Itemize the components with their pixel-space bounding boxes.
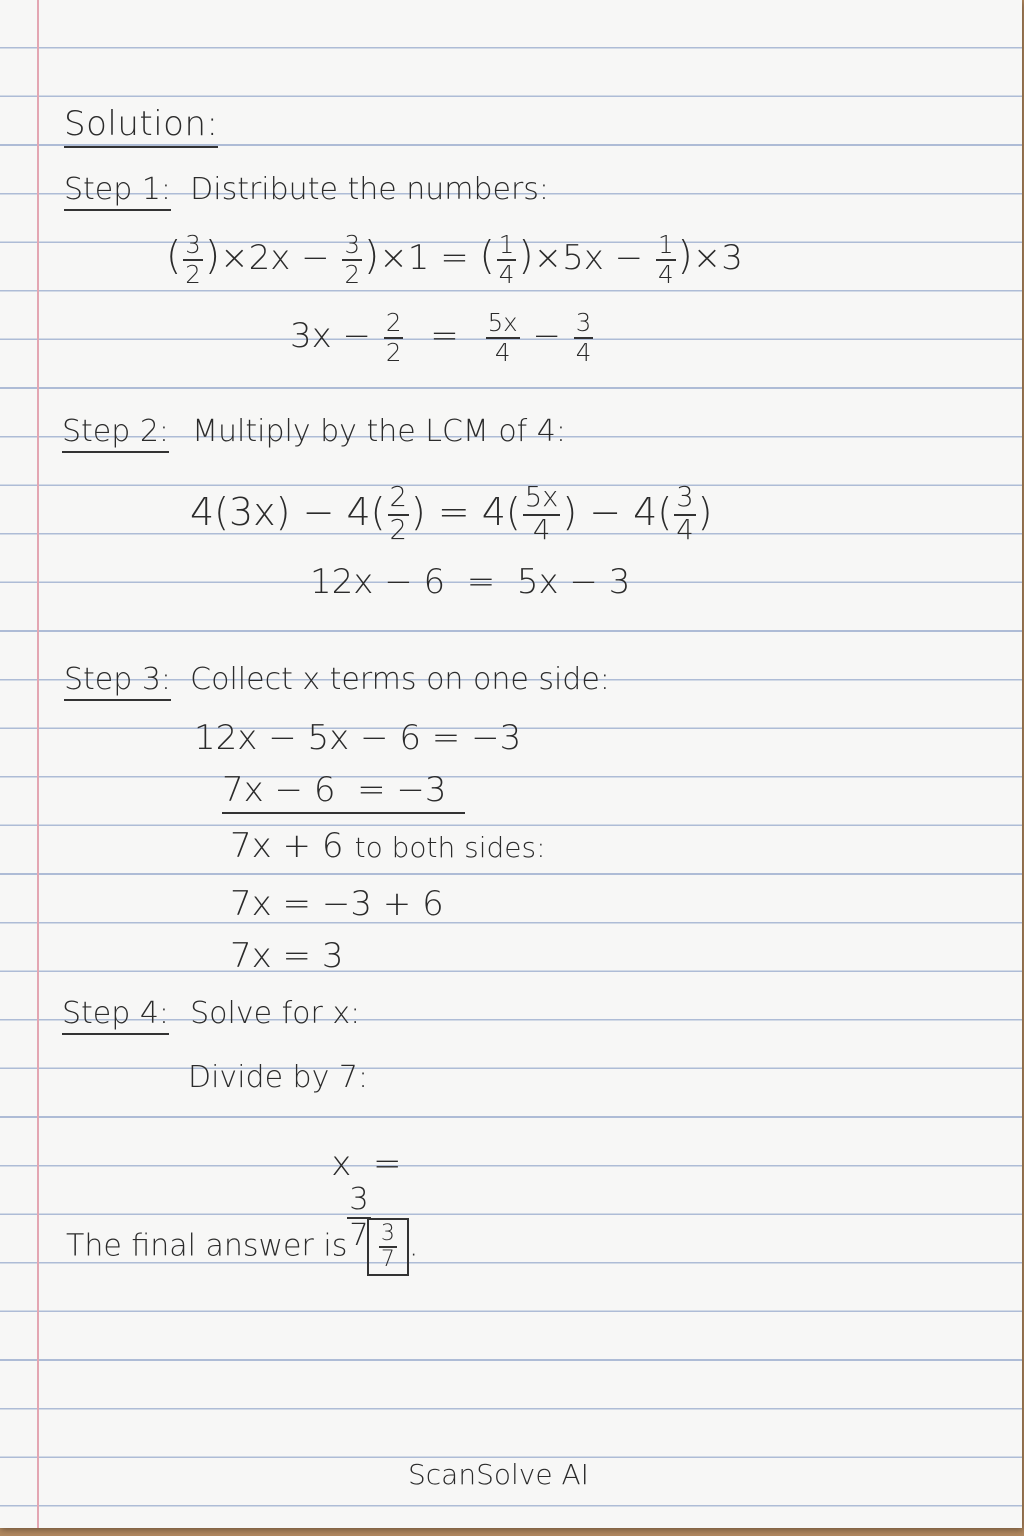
step1-equation-2: 3x − $\frac{2}{2}$ = $\frac{5x}{4}$ − $\frac{3}{4}$ [290, 308, 592, 367]
solution-title: Solution: [64, 104, 218, 148]
fraction: $\frac{3}{4}$ [676, 482, 694, 546]
fraction: $\frac{5x}{4}$ [487, 308, 518, 367]
step3-line-3: 7x + 6 to both sides: [230, 826, 546, 866]
fraction: $\frac{1}{4}$ [657, 230, 674, 289]
step1-equation-1: ( $\frac{3}{2}$ )×2x − $\frac{3}{2}$ )×1 = ( $\frac{1}{4}$ )×5x − $\frac{1}{4}$ )×3 [166, 230, 743, 289]
step2-heading [62, 414, 566, 449]
fraction: $\frac{3}{2}$ [185, 230, 201, 289]
step4-text: Solve for x: [190, 996, 361, 1031]
step2-text: Multiply by the LCM of 4: [192, 414, 566, 449]
step1-heading [64, 172, 549, 207]
fraction: $\frac{5x}{4}$ [524, 482, 559, 546]
step4-heading [62, 996, 360, 1031]
step1-text: Distribute the numbers: [190, 172, 550, 207]
fraction: $\frac{3}{7}$ [349, 1182, 369, 1254]
step3-line-5: 7x = 3 [230, 936, 344, 976]
final-answer-box: $\frac{3}{7}$ [367, 1218, 409, 1276]
step4-label: Step 4: [62, 996, 169, 1035]
final-answer-text: The final answer is [66, 1228, 348, 1264]
step2-equation-1: 4(3x) − 4( $\frac{2}{2}$ ) = 4( $\frac{5x}{4}$ ) − 4( $\frac{3}{4}$ ) [190, 482, 713, 546]
fraction: $\frac{3}{2}$ [344, 230, 361, 289]
fraction: $\frac{3}{4}$ [575, 308, 592, 367]
step3-line-1: 12x − 5x − 6 = −3 [194, 718, 522, 758]
step3-heading [64, 662, 610, 697]
step3-label: Step 3: [64, 662, 171, 701]
fraction: $\frac{1}{4}$ [498, 230, 515, 289]
step4-result: x = $\frac{3}{7}$ [331, 1144, 402, 1254]
fraction: $\frac{2}{2}$ [385, 308, 402, 367]
step3-line-4: 7x = −3 + 6 [230, 884, 444, 924]
step4-divide-text: Divide by 7: [188, 1060, 369, 1095]
step2-equation-2: 12x − 6 = 5x − 3 [310, 562, 631, 602]
scansolve-watermark: ScanSolve AI [408, 1458, 589, 1491]
step3-line-2: 7x − 6 = −3 [222, 770, 465, 814]
step3-text: Collect x terms on one side: [190, 662, 610, 697]
step2-label: Step 2: [62, 414, 169, 453]
final-answer-line: The final answer is $\frac{3}{7}$ . [66, 1218, 418, 1276]
step1-label: Step 1: [64, 172, 171, 211]
fraction: $\frac{2}{2}$ [389, 482, 407, 546]
